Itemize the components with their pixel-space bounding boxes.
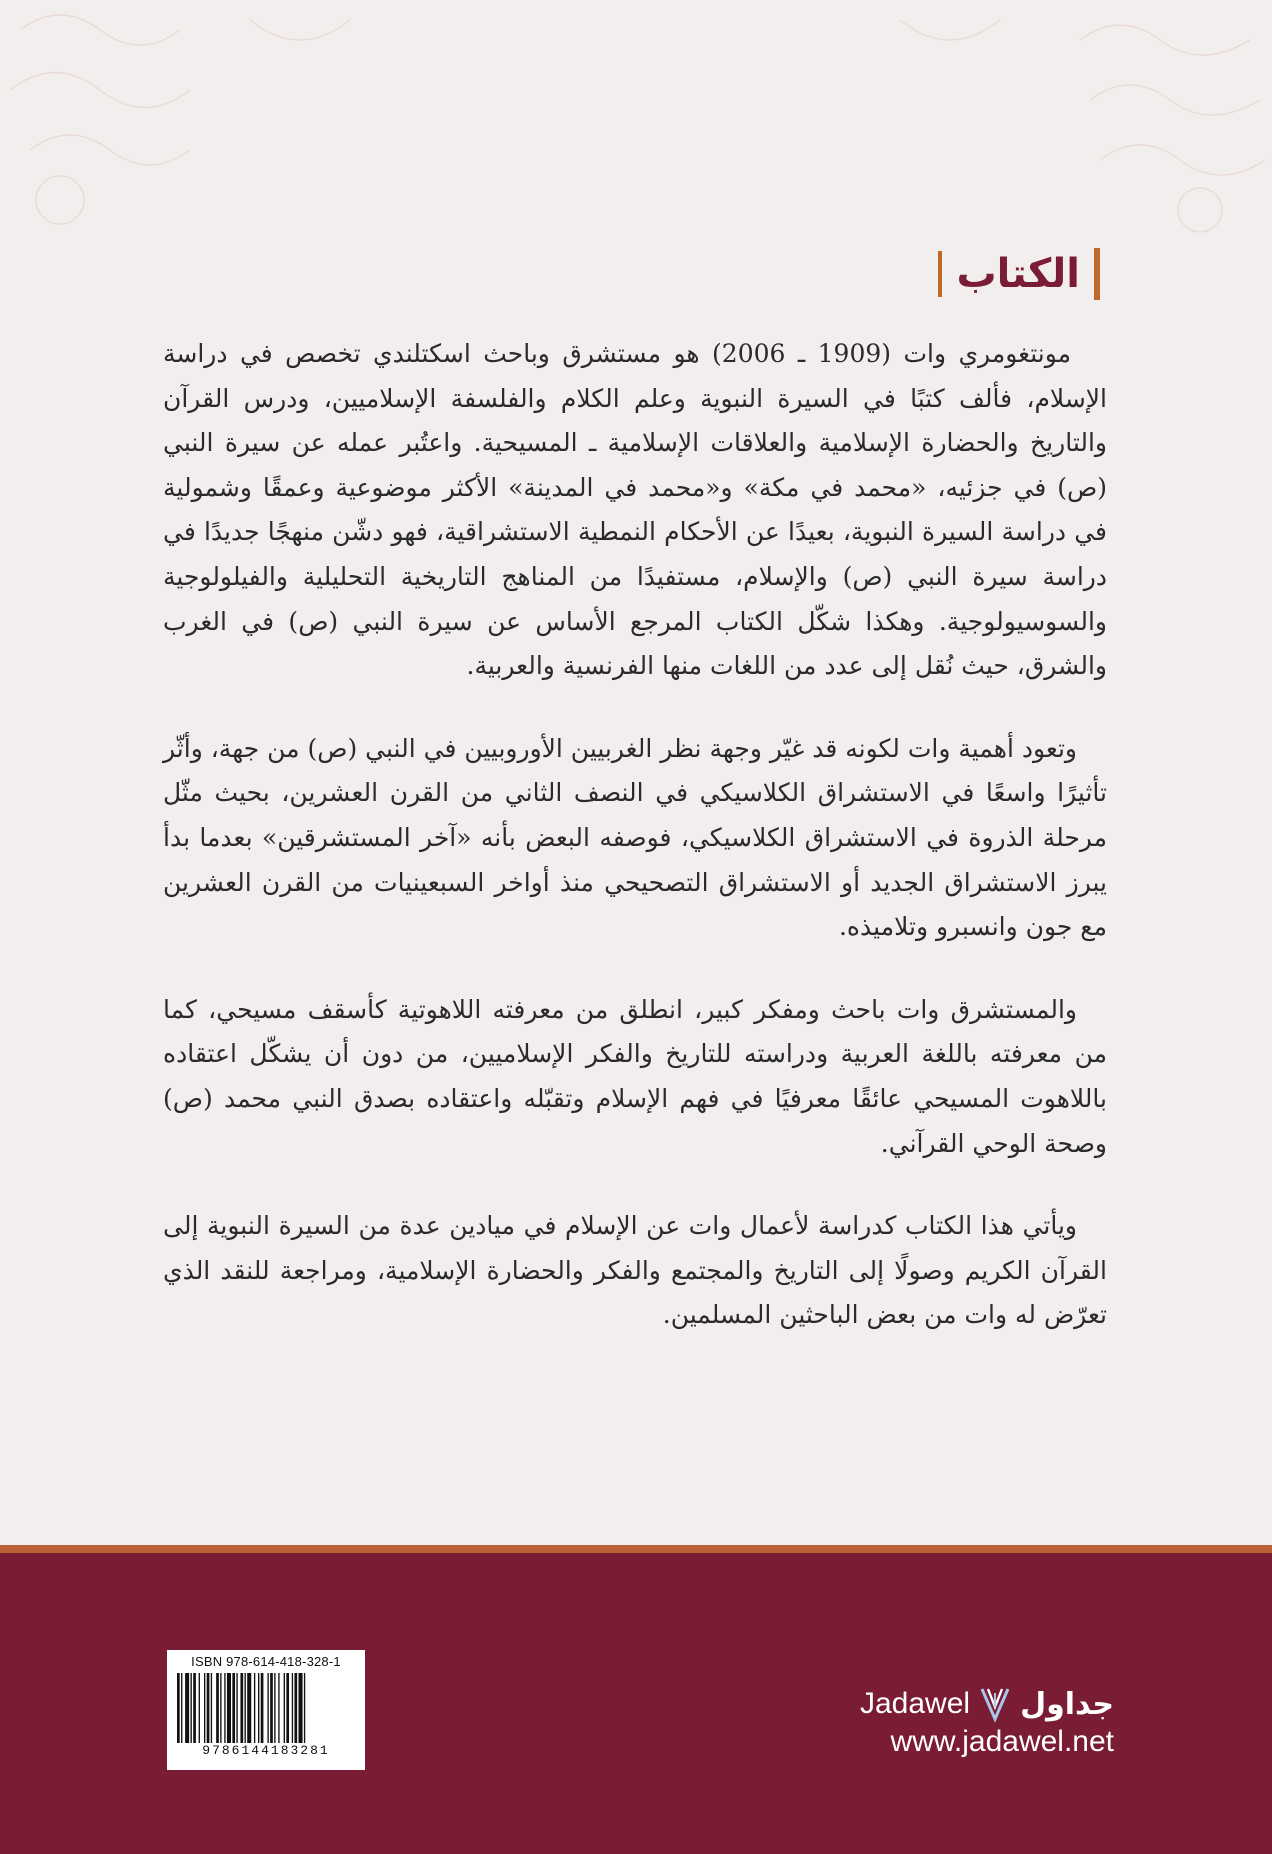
barcode-bars [173,1673,359,1743]
paragraph-2: وتعود أهمية وات لكونه قد غيّر وجهة نظر الغربيين الأوروبيين في النبي (ص) من جهة، وأثّر تأثيرًا واسعًا في الاستشراق الكلاسيكي في النصف الثاني من القرن العشرين، بحيث مثّل مرحلة الذروة في الاستشراق الكلاسيكي، فوصفه البعض بأنه «آخر المستشرقين» بعدما بدأ يبرز الاستشراق الجديد أو الاستشراق التصحيحي منذ أواخر السبعينيات من القرن العشرين مع جون وانسبرو وتلاميذه. [163,733,1107,942]
barcode [167,1650,365,1770]
paragraph-4: ويأتي هذا الكتاب كدراسة لأعمال وات عن الإسلام في ميادين عدة من السيرة النبوية إلى القرآن الكريم وصولًا إلى التاريخ والمجتمع والفكر والحضارة الإسلامية، ومراجعة للنقد الذي تعرّض له وات من بعض الباحثين المسلمين. [163,1211,1107,1330]
publisher-block [860,1685,1114,1759]
section-heading [938,248,1100,300]
heading-accent-bar-right [1094,248,1100,300]
publisher-name-row [860,1685,1114,1723]
isbn-label: ISBN 978-614-418-328-1 [191,1654,341,1669]
book-description [163,332,1107,1376]
publisher-name-latin: Jadawel [860,1687,971,1720]
heading-accent-bar-left [938,251,942,297]
barcode-number: 9786144183281 [202,1743,330,1758]
jadawel-logo-icon [978,1685,1012,1723]
paragraph-1: مونتغومري وات (1909 ـ 2006) هو مستشرق وباحث اسكتلندي تخصص في دراسة الإسلام، فألف كتبًا في السيرة النبوية وعلم الكلام والفلسفة الإسلاميين، ودرس القرآن والتاريخ والحضارة الإسلامية والعلاقات الإسلامية ـ المسيحية. واعتُبر عمله عن سيرة النبي (ص) في جزئيه، «محمد في مكة» و«محمد في المدينة» الأكثر موضوعية وعمقًا وشمولية في دراسة السيرة النبوية، بعيدًا عن الأحكام النمطية الاستشراقية، فهو دشّن منهجًا جديدًا في دراسة سيرة النبي (ص) والإسلام، مستفيدًا من المناهج التاريخية التحليلية والفيلولوجية والسوسيولوجية. وهكذا شكّل الكتاب المرجع الأساس عن سيرة النبي (ص) في الغرب والشرق، حيث نُقل إلى عدد من اللغات منها الفرنسية والعربية. [163,339,1107,681]
heading-title: الكتاب [956,251,1080,297]
publisher-url: www.jadawel.net [890,1725,1114,1758]
paragraph-3: والمستشرق وات باحث ومفكر كبير، انطلق من معرفته اللاهوتية كأسقف مسيحي، كما من معرفته باللغة العربية ودراسته للتاريخ والفكر الإسلاميين، من دون أن يشكّل اعتقاده باللاهوت المسيحي عائقًا معرفيًا في فهم الإسلام وتقبّله واعتقاده بصدق النبي محمد (ص) وصحة الوحي القرآني. [163,994,1107,1158]
publisher-name-arabic: جداول [1020,1686,1114,1722]
